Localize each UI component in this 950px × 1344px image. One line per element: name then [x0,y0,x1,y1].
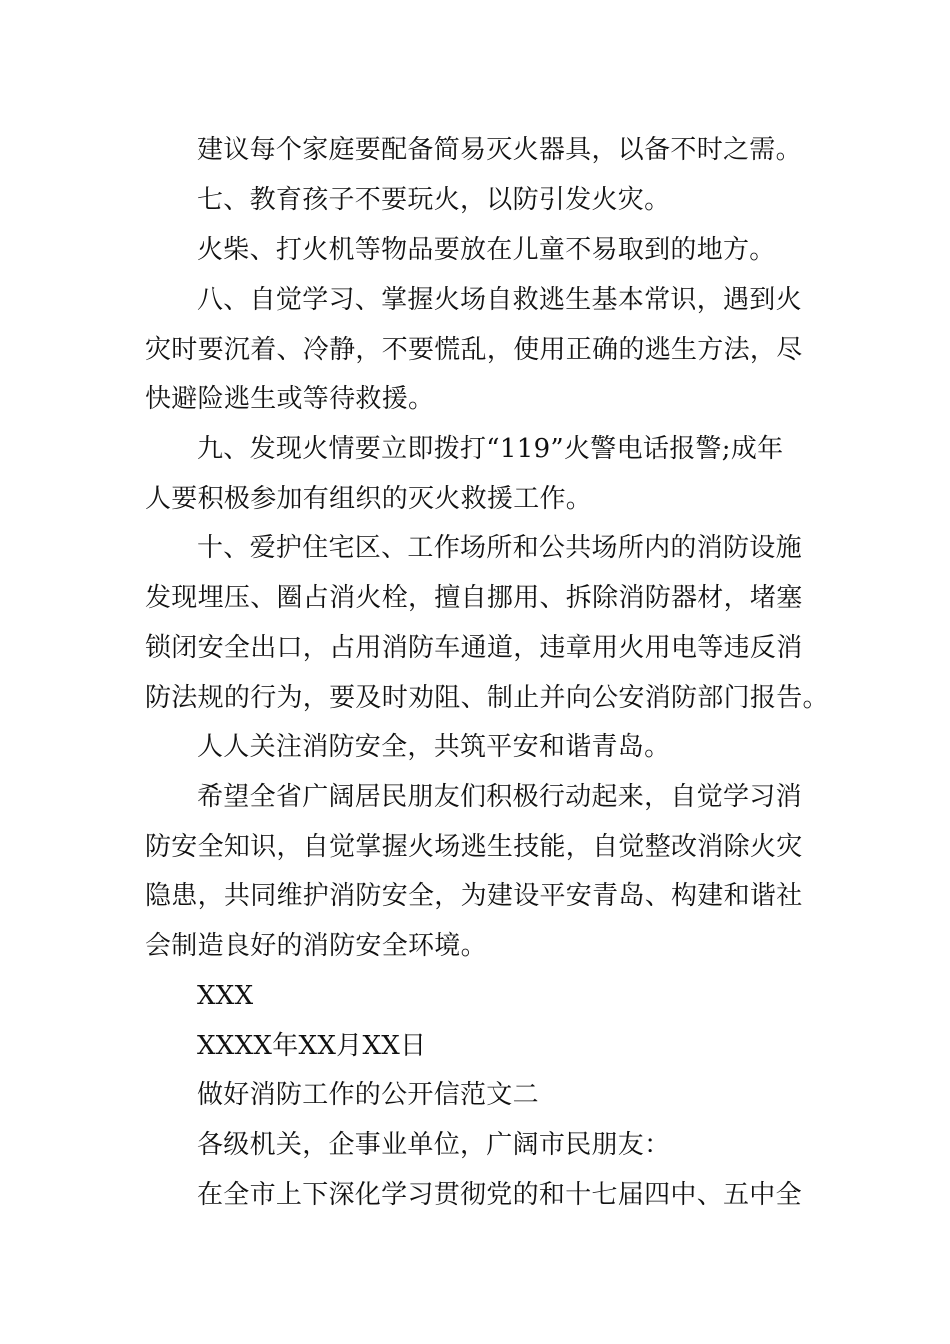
text-line: 在全市上下深化学习贯彻党的和十七届四中、五中全 [197,1180,802,1210]
document-title: 做好消防工作的公开信范文二 [197,1080,539,1110]
text-line: 快避险逃生或等待救援。 [145,384,435,414]
text-line: 灾时要沉着、冷静，不要慌乱，使用正确的逃生方法，尽 [145,335,803,365]
text-line: 发现埋压、圈占消火栓，擅自挪用、拆除消防器材，堵塞 [145,583,803,613]
signature-name: XXX [197,981,254,1011]
text-line: 八、自觉学习、掌握火场自救逃生基本常识，遇到火 [197,285,802,315]
text-line: 锁闭安全出口，占用消防车通道，违章用火用电等违反消 [145,633,803,663]
signature-date: XXXX年XX月XX日 [197,1031,427,1061]
text-line: 会制造良好的消防安全环境。 [145,931,487,961]
text-line: 防法规的行为，要及时劝阻、制止并向公安消防部门报告。 [145,683,829,713]
text-line: 十、爱护住宅区、工作场所和公共场所内的消防设施 [197,533,802,563]
text-line: 人要积极参加有组织的灭火救援工作。 [145,484,593,514]
text-line: 防安全知识，自觉掌握火场逃生技能，自觉整改消除火灾 [145,832,803,862]
section-heading: 七、教育孩子不要玩火，以防引发火灾。 [197,185,671,215]
text-line: 火柴、打火机等物品要放在儿童不易取到的地方。 [197,235,776,265]
salutation: 各级机关，企事业单位，广阔市民朋友： [197,1130,671,1160]
text-line: 九、发现火情要立即拨打“119”火警电话报警;成年 [197,434,784,464]
text-line: 人人关注消防安全，共筑平安和谐青岛。 [197,732,671,762]
text-line: 建议每个家庭要配备简易灭火器具，以备不时之需。 [197,135,802,165]
text-line: 希望全省广阔居民朋友们积极行动起来，自觉学习消 [197,782,802,812]
text-line: 隐患，共同维护消防安全，为建设平安青岛、构建和谐社 [145,881,803,911]
